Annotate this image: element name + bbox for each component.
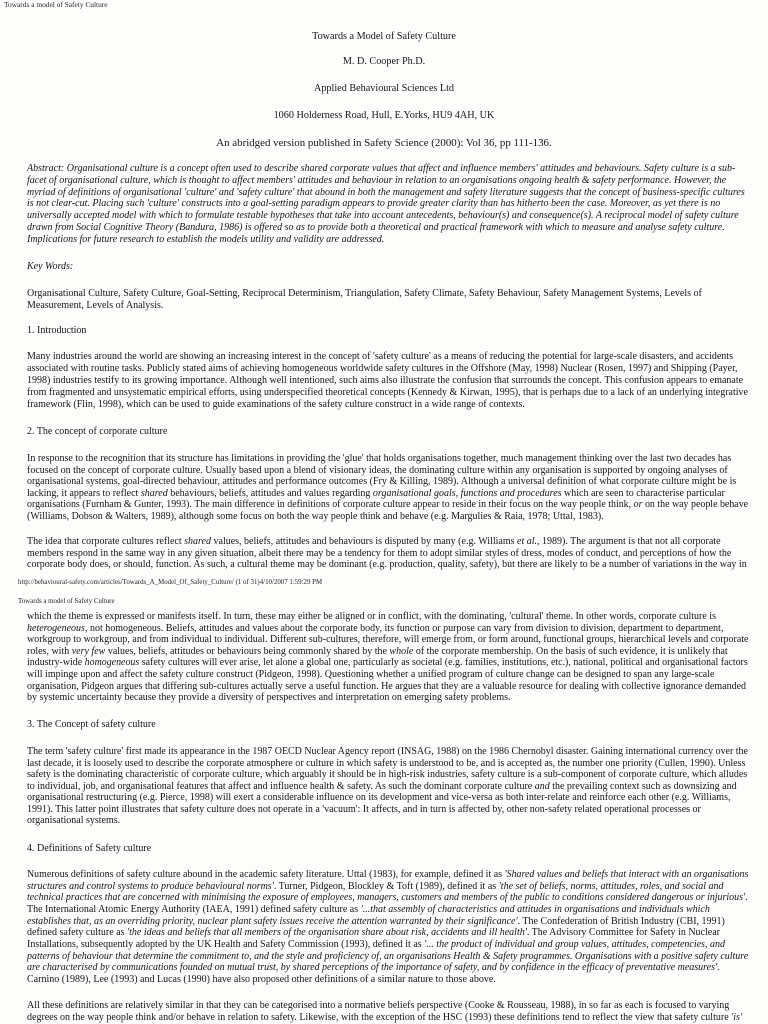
italic-text-run: are characterised by communications founded on mutual trust, by shared perceptions of the importance of safety, and by confidence in the efficacy of preventative measures' [27,962,718,974]
author-name: M. D. Cooper Ph.D. [342,56,426,67]
text-run: The International Atomic Energy Authority (IAEA, 1991) defined safety culture as [27,903,361,915]
text-line: organisational systems. [27,815,121,826]
text-run: behaviours, beliefs, attitudes and values regarding [167,487,373,499]
paragraph [27,611,748,704]
text-line: workgroup to workgroup, and from individual to individual. Different sub-cultures, therefore, will emerge from, or form around, functional groups, hierarchical levels and corporate [27,634,749,646]
text-line: Carnino (1989), Lee (1993) and Lucas (1990) have also proposed other definitions of a similar nature to those above. [27,973,496,985]
address: 1060 Holderness Road, Hull, E.Yorks, HU9 4AH, UK [273,110,495,121]
text-run: , 1989). The argument is that not all corporate [537,536,721,547]
italic-text-run: shared [140,487,168,499]
text-run: Installations, subsequently adopted by the UK Health and Safety Commission (1993), defined it as [27,938,425,950]
text-run: Numerous definitions of safety culture abound in the academic safety literature. Uttal (1983), for example, defined it as [27,869,505,880]
text-line: organisational restructuring (e.g. Pierce, 1998) will exert a considerable influence on its development and vice-versa as both inter-relate and reinforce each other (e.g. Williams, [27,792,731,803]
italic-text-run: patterns of behaviour that determine the commitment to, and the style and proficiency of, an organisations Health & Safety programmes. Organisations with a positive safety culture [27,950,749,962]
text-line: associated with routine tasks. Publicly stated aims of achieving homogeneous worldwide safety cultures in the Offshore (May, 1998) Nuclear (Rosen, 1997) and Shipping (Payer, [27,363,738,374]
section-heading: 1. Introduction [27,325,87,336]
section-heading: 3. The Concept of safety culture [27,719,156,730]
text-line: In response to the recognition that its structure has limitations in providing the 'glue' that holds organisations together, much management thinking over the last two decades has [27,453,732,464]
text-line: facet of organisational culture, which is thought to affect members' attitudes and behaviour in relation to an organisations ongoing health & safety performance. However, the [27,174,727,186]
text-line: organisation, Pidgeon argues that differing sub-cultures actually serve a useful function. He argues that they are a valuable resource for dealing with collective ignorance demanded [27,680,747,692]
text-run: industry-wide [27,657,85,669]
text-line [27,904,710,916]
abstract [27,163,748,246]
text-run: . [717,962,720,974]
text-line [27,646,728,658]
text-run: which are seen to characterise particular [561,487,725,499]
text-line: from fragmented and unsystematic empirical efforts, using underspecified theoretical concepts (Kennedy & Kirwan, 1995), that is perhaps due to a lack of an underlying integrative [27,387,748,398]
text-line: Measurement, Levels of Analysis. [27,299,164,311]
paragraph [27,746,748,827]
text-run: lacking, it appears to reflect [27,487,141,499]
text-line: (Williams, Dobson & Walters, 1989), although some focus on both the way people think and behave (e.g. Margulies & Raia, 1978; Uttal, 1983). [27,510,604,522]
text-line: Abstract: Organisational culture is a concept often used to describe shared corporate values that affect and influence members' attitudes and behaviours. Safety culture is a sub- [27,163,736,174]
running-header: Towards a model of Safety Culture [4,0,108,9]
section-heading: 2. The concept of corporate culture [27,426,168,437]
text-run: values, beliefs, attitudes and behaviours is disputed by many (e.g. Williams [211,536,518,547]
text-line [27,499,748,511]
paragraph [27,536,748,571]
text-line: universally accepted model with which to formulate testable hypotheses that take into account antecedents, behaviour(s) and consequence(s). A reciprocal model of safety culture [27,210,739,222]
italic-text-run: technical practices that are concerned with minimising the exposure of employees, managers, customers and members of the public to conditions considered dangerous or injurious' [27,892,746,904]
text-line [27,1012,742,1024]
text-run: of the corporate membership. On the basis of such evidence, it is unlikely that [413,645,728,657]
text-line: The term 'safety culture' first made its appearance in the 1987 OECD Nuclear Agency report (INSAG, 1988) on the 1986 Chernobyl disaster. Gaining international currency over the [27,746,748,757]
text-run: degrees on the way people think and/or behave in relation to safety. Likewise, with the exception of the HSC (1993) these definitions tend to reflect the view that safety culture [27,1011,732,1023]
text-line [27,536,721,548]
paragraph [27,453,748,522]
italic-text-run: whole [389,645,414,657]
text-line: which the theme is expressed or manifests itself. In turn, these may either be aligned or in conflict, with the dominating, 'cultural' theme. In other words, corporate culture is [27,611,716,622]
publication-note: An abridged version published in Safety Science (2000): Vol 36, pp 111-136. [216,137,552,149]
italic-text-run: '...that assembly of characteristics and attitudes in organisations and individuals which [360,903,710,915]
text-run: . The Advisory Committee for Safety in Nuclear [526,927,720,939]
text-line [27,488,725,500]
text-line: focused on the concept of corporate culture. Usually based upon a blend of visionary ideas, the dominating culture within any organisation is supported by ongoing analyses of [27,464,728,476]
text-line: All these definitions are relatively similar in that they can be categorised into a normative beliefs perspective (Cooke & Rousseau, 1988), in so far as each is focused to varying [27,1000,730,1011]
running-header: Towards a model of Safety Culture [18,598,115,605]
text-run: safety cultures will ever arise, let alone a global one, particularly as societal (e.g. families, institutions, etc.), national, political and organisational factors [139,657,748,669]
text-line [27,657,748,669]
text-line: Implications for future research to establish the models utility and validity are addressed. [27,233,385,245]
italic-text-run: shared [184,536,211,547]
text-run: , not homogeneous. Beliefs, attitudes and values about the corporate body, its function or purpose can vary from division to division, department to department, [84,622,724,634]
text-line [27,939,725,951]
text-line: will impinge upon and affect the safety culture construct (Pidgeon, 1998). Questioning whether a unified program of culture change can be designed to span any large-scale [27,668,715,680]
italic-text-run: establishes that, as an overriding priority, nuclear plant safety issues receive the attention warranted by their significance' [27,915,518,927]
text-line [27,951,748,963]
text-line [27,781,737,793]
text-line [27,962,720,974]
text-line: last decade, it is loosely used to describe the corporate atmosphere or culture in which safety is understood to be, and is accepted as, the number one priority (Cullen, 1990). Unless [27,757,746,769]
italic-text-run: 'the set of beliefs, norms, attitudes, roles, and social and [498,880,724,892]
italic-text-run: or [633,499,643,510]
text-line: myriad of definitions of organisational 'culture' and 'safety culture' that abound in both the management and safety literature suggests that the concept of business-specific cultures [27,186,745,198]
text-line: organisational systems, goal-directed behaviour, attitudes and performance outcomes (Fry & Killing, 1989). Although a universal definition of what corporate culture might be is [27,476,737,487]
paragraph [27,869,748,986]
italic-text-run: organisational goals, functions and procedures [372,487,562,499]
italic-text-run: 'the ideas and beliefs that all members of the organisation share about risk, accidents and ill health' [126,927,527,939]
text-run: . The Confederation of British Industry (CBI, 1991) [517,915,725,927]
text-line: drawn from Social Cognitive Theory (Bandura, 1986) is offered so as to provide both a theoretical and practical framework with which to measure and analyse safety culture. [27,221,725,233]
section-heading: 4. Definitions of Safety culture [27,843,152,854]
italic-text-run: structures and control systems to produce behavioural norms' [27,880,274,892]
keywords-label: Key Words: [27,261,74,272]
italic-text-run: 'is' [731,1011,743,1023]
paragraph [27,1000,748,1023]
text-line: 1991). This latter point illustrates that safety culture does not operate in a 'vacuum': It affects, and in turn is affected by, other non-safety related operational processes or [27,803,701,815]
text-run: on the way people behave [642,499,749,510]
text-line [27,623,723,635]
text-run: . Turner, Pidgeon, Blockley & Toft (1989), defined it as [273,880,499,892]
page-footer-url: http://behavioural-safety.com/articles/Towards_A_Model_Of_Safety_Culture/ (1 of 31)4/10/2007 1:59:29 PM [18,579,323,586]
italic-text-run: '... the product of individual and group values, attitudes, competencies, and [424,938,725,950]
affiliation: Applied Behavioural Sciences Ltd [313,83,455,94]
text-run: values, beliefs, attitudes or behaviours being commonly shared by the [105,645,390,657]
text-line [27,916,725,928]
text-line: members respond in the same way in any given situation, albeit there may be a tendency for them to adopt similar styles of dress, modes of conduct, and perceptions of how the [27,547,732,559]
text-line: safety is the dominating characteristic of corporate culture, which arguably it should be in high-risk industries, safety culture is a sub-component of corporate culture, which alludes [27,769,748,780]
text-run: to individual, job, and organisational features that affect and influence health & safety. As such the dominant corporate culture [27,780,535,792]
article-title: Towards a Model of Safety Culture [312,31,456,42]
text-run: defined safety culture as [27,927,127,939]
text-line: by systemic uncertainty because they provide a diversity of perspectives and interpretation on emerging safety problems. [27,692,511,704]
keywords [27,288,748,311]
italic-text-run: 'Shared values and beliefs that interact with an organisations [504,869,749,880]
text-line [27,927,720,939]
text-line: 1998) industries testify to its growing importance. Although well intentioned, such aims also illustrate the confusion that surrounds the concept. This confusion appears to emanate [27,375,744,386]
italic-text-run: homogeneous [84,657,140,669]
text-run: The idea that corporate cultures reflect [27,536,185,547]
text-line [27,881,723,893]
text-line [27,892,748,904]
paragraph [27,351,748,411]
text-line: framework (Flin, 1998), which can be used to guide examinations of the safety culture construct in a wide range of contexts. [27,399,525,410]
text-run: . [745,892,748,904]
text-line [27,869,748,881]
italic-text-run: heterogeneous [27,622,85,634]
italic-text-run: and [534,780,550,792]
text-line: is not clear-cut. Placing such 'culture' constructs into a goal-setting paradigm appears to provide greater clarity than has hitherto been the case. Moreover, as yet there is no [27,198,721,210]
italic-text-run: et al. [517,536,538,547]
text-line: Organisational Culture, Safety Culture, Goal-Setting, Reciprocal Determinism, Triangulation, Safety Climate, Safety Behaviour, Safety Management Systems, Levels of [27,288,702,299]
text-run: organisations (Furnham & Gunter, 1993). The main difference in definitions of corporate culture appear to reside in their focus on the way people think, [27,499,634,510]
text-run: the prevailing context such as downsizing and [549,780,737,792]
text-run: roles, with [27,645,72,657]
italic-text-run: very few [71,645,106,657]
text-line: corporate body does, or should, function. As such, a cultural theme may be dominant (e.g. production, quality, safety), but there are likely to be a number of variations in the way in [27,559,747,570]
text-line: Many industries around the world are showing an increasing interest in the concept of 'safety culture' as a means of reducing the potential for large-scale disasters, and accidents [27,351,733,362]
